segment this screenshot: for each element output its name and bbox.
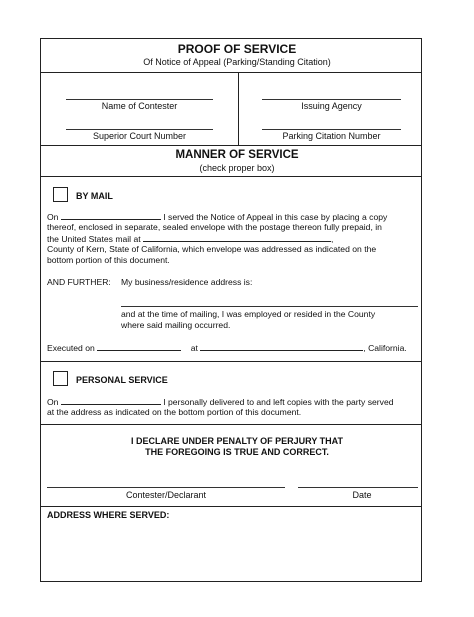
contester-declarant-label: Contester/Declarant (125, 490, 207, 500)
executed-line (47, 342, 407, 354)
divider (238, 72, 239, 145)
executed-place-field[interactable] (200, 342, 363, 351)
name-of-contester-field[interactable] (66, 99, 213, 100)
parking-citation-number-label: Parking Citation Number (282, 131, 381, 141)
manner-subheading: (check proper box) (199, 163, 275, 173)
contester-signature-field[interactable] (47, 487, 285, 488)
personal-date-field[interactable] (61, 396, 161, 405)
date-label: Date (352, 490, 372, 500)
employed-line2: where said mailing occurred. (121, 320, 231, 330)
by-mail-checkbox[interactable] (53, 187, 68, 202)
form-subtitle: Of Notice of Appeal (Parking/Standing Citation) (143, 57, 331, 67)
on-text: On (47, 397, 59, 407)
and-further-label: AND FURTHER: (47, 277, 111, 287)
served-text: I served the Notice of Appeal in this case by placing a copy (163, 212, 388, 222)
divider (40, 176, 422, 177)
declaration-date-field[interactable] (298, 487, 418, 488)
divider (40, 72, 422, 73)
parking-citation-number-field[interactable] (262, 129, 401, 130)
by-mail-line5: bottom portion of this document. (47, 255, 170, 265)
mail-date-field[interactable] (61, 211, 161, 220)
issuing-agency-label: Issuing Agency (301, 101, 362, 111)
mail-location-field[interactable] (143, 233, 334, 244)
divider (40, 424, 422, 425)
declaration-line2: THE FOREGOING IS TRUE AND CORRECT. (145, 447, 329, 457)
on-text: On (47, 212, 59, 222)
name-of-contester-label: Name of Contester (101, 101, 178, 111)
personal-line2: at the address as indicated on the bottom portion of this document. (47, 407, 302, 417)
california-text: , California. (363, 343, 407, 353)
personal-service-checkbox[interactable] (53, 371, 68, 386)
form-title: PROOF OF SERVICE (177, 42, 297, 56)
superior-court-number-field[interactable] (66, 129, 213, 130)
by-mail-label: BY MAIL (76, 191, 113, 201)
issuing-agency-field[interactable] (262, 99, 401, 100)
at-text: at (190, 343, 198, 353)
delivered-text: I personally delivered to and left copies with the party served (163, 397, 394, 407)
executed-date-field[interactable] (97, 342, 181, 351)
divider (40, 506, 422, 507)
address-where-served-area[interactable] (44, 524, 418, 578)
manner-heading: MANNER OF SERVICE (175, 149, 299, 161)
superior-court-number-label: Superior Court Number (92, 131, 187, 141)
divider (40, 361, 422, 362)
by-mail-line2: thereof, enclosed in separate, sealed envelope with the postage thereon fully prepaid, in (47, 222, 382, 232)
by-mail-line4: County of Kern, State of California, which envelope was addressed as indicated on the (47, 244, 377, 254)
address-label: My business/residence address is: (121, 277, 253, 287)
divider (40, 145, 422, 146)
address-where-served-label: ADDRESS WHERE SERVED: (47, 510, 170, 520)
declaration-line1: I DECLARE UNDER PENALTY OF PERJURY THAT (130, 436, 344, 446)
business-address-field[interactable] (121, 306, 418, 307)
executed-on-text: Executed on (47, 343, 95, 353)
personal-service-label: PERSONAL SERVICE (76, 375, 168, 385)
employed-line1: and at the time of mailing, I was employed or resided in the County (121, 309, 376, 319)
us-mail-text: the United States mail at (47, 234, 141, 244)
comma-text: , (331, 234, 334, 244)
